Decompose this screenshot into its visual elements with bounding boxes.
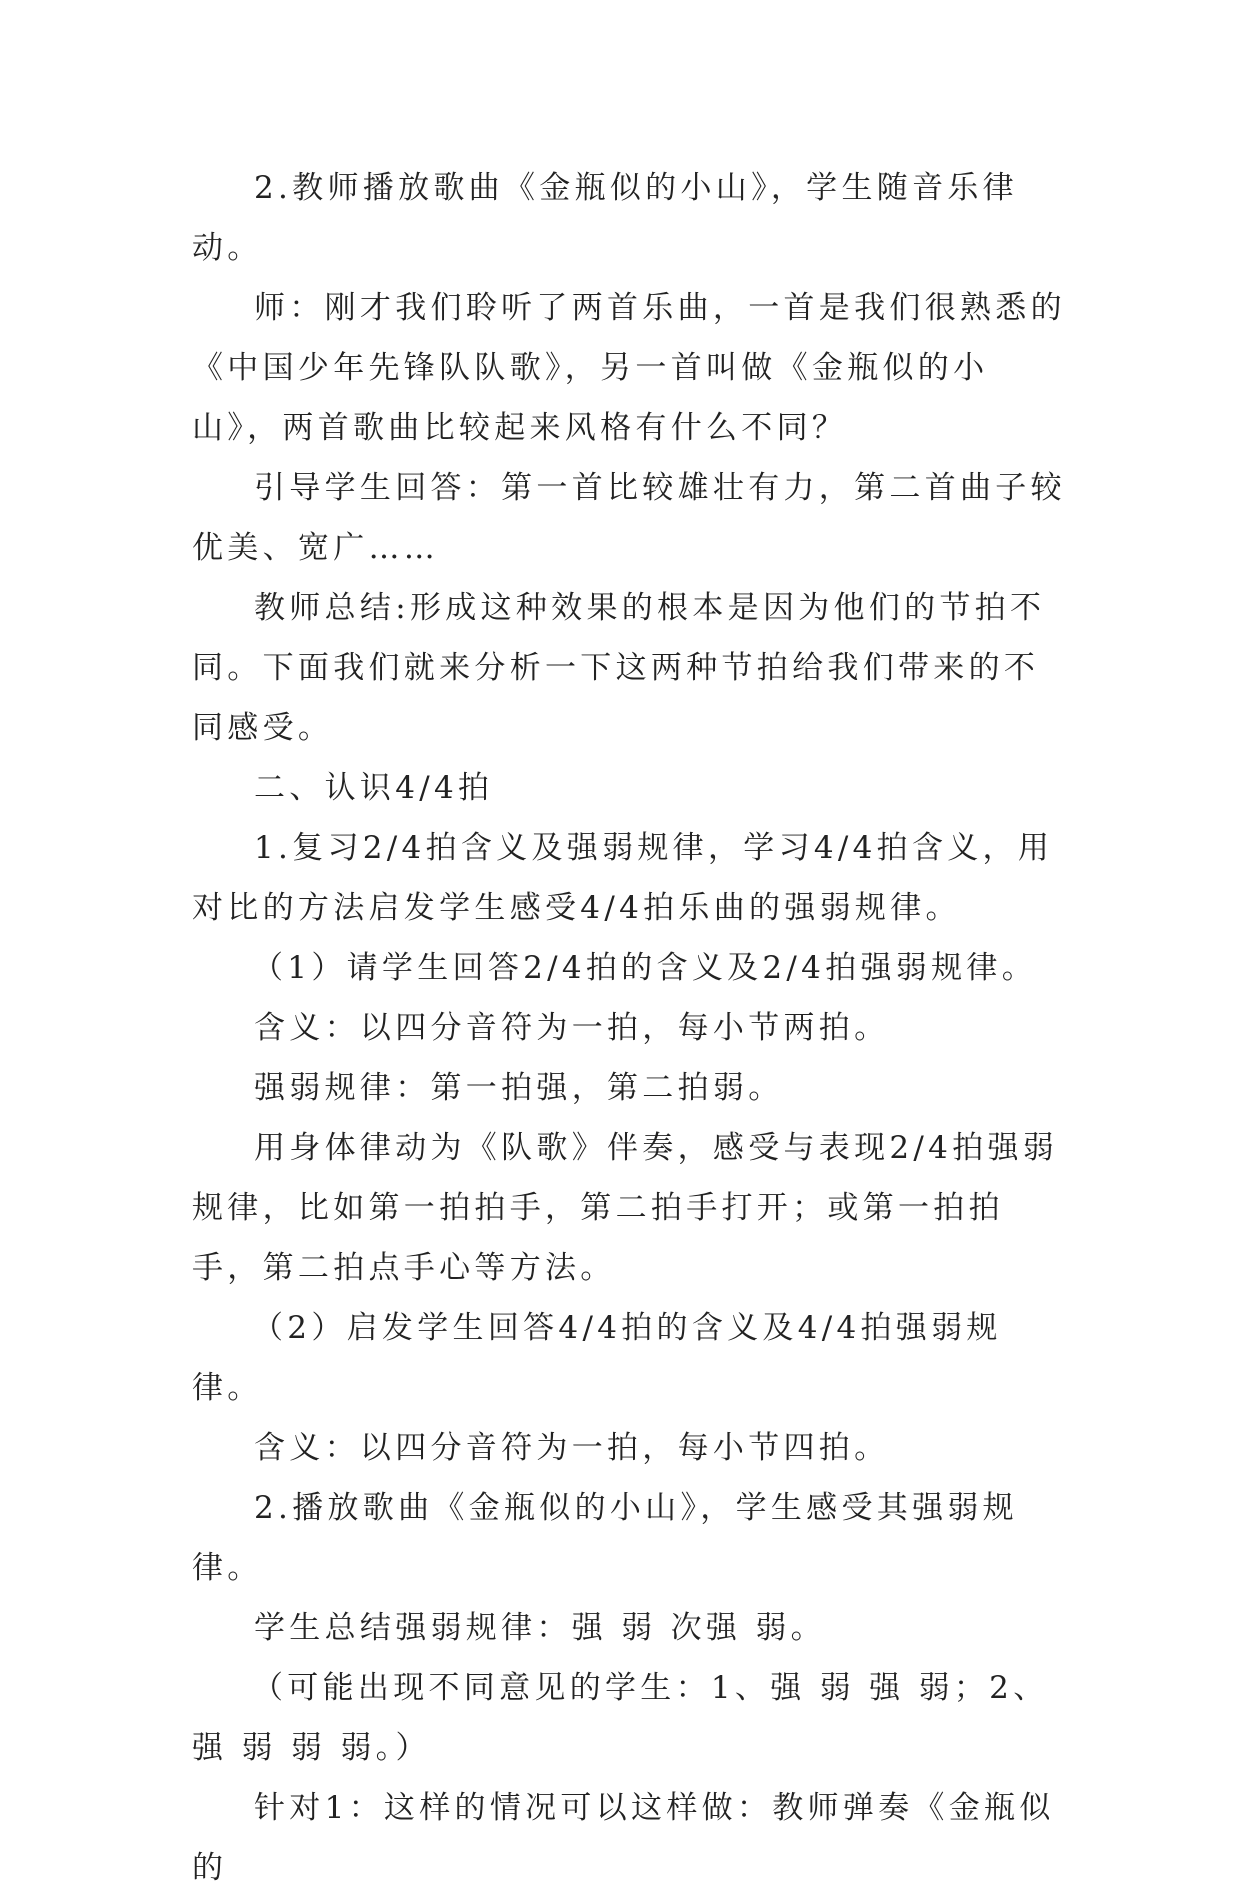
paragraph-strength-rule-2-4: 强弱规律：第一拍强，第二拍弱。 (254, 1070, 784, 1106)
paragraph-step-2-play-song: 2.教师播放歌曲《金瓶似的小山》，学生随音乐律动。 (192, 170, 1018, 266)
paragraph-body-movement: 用身体律动为《队歌》伴奏，感受与表现2/4拍强弱规律，比如第一拍拍手，第二拍手打开；或第一拍拍手，第二拍点手心等方法。 (192, 1130, 1059, 1286)
section-heading-4-4-meter: 二、认识4/4拍 (254, 770, 494, 806)
paragraph-possible-opinions: （可能出现不同意见的学生：1、强 弱 强 弱；2、强 弱 弱 弱。） (192, 1670, 1049, 1766)
document-body (192, 158, 1072, 1898)
paragraph-teacher-summary: 教师总结:形成这种效果的根本是因为他们的节拍不同。下面我们就来分析一下这两种节拍给我们带来的不同感受。 (192, 590, 1046, 746)
paragraph-review-2-4: 1.复习2/4拍含义及强弱规律，学习4/4拍含义，用对比的方法启发学生感受4/4拍乐曲的强弱规律。 (192, 830, 1054, 926)
paragraph-meaning-2-4: 含义：以四分音符为一拍，每小节两拍。 (254, 1010, 890, 1046)
paragraph-guide-answer: 引导学生回答：第一首比较雄壮有力，第二首曲子较优美、宽广…… (192, 470, 1066, 566)
paragraph-meaning-4-4: 含义：以四分音符为一拍，每小节四拍。 (254, 1430, 890, 1466)
paragraph-item-1: （1）请学生回答2/4拍的含义及2/4拍强弱规律。 (252, 950, 1038, 986)
paragraph-student-summary: 学生总结强弱规律：强 弱 次强 弱。 (254, 1610, 826, 1646)
paragraph-teacher-question: 师：刚才我们聆听了两首乐曲，一首是我们很熟悉的《中国少年先锋队队歌》，另一首叫做《金瓶似的小山》，两首歌曲比较起来风格有什么不同？ (192, 290, 1066, 446)
paragraph-step-2-feel-rule: 2.播放歌曲《金瓶似的小山》，学生感受其强弱规律。 (192, 1490, 1018, 1586)
paragraph-response-1: 针对1：这样的情况可以这样做：教师弹奏《金瓶似的 (192, 1790, 1055, 1886)
paragraph-item-2: （2）启发学生回答4/4拍的含义及4/4拍强弱规律。 (192, 1310, 1002, 1406)
